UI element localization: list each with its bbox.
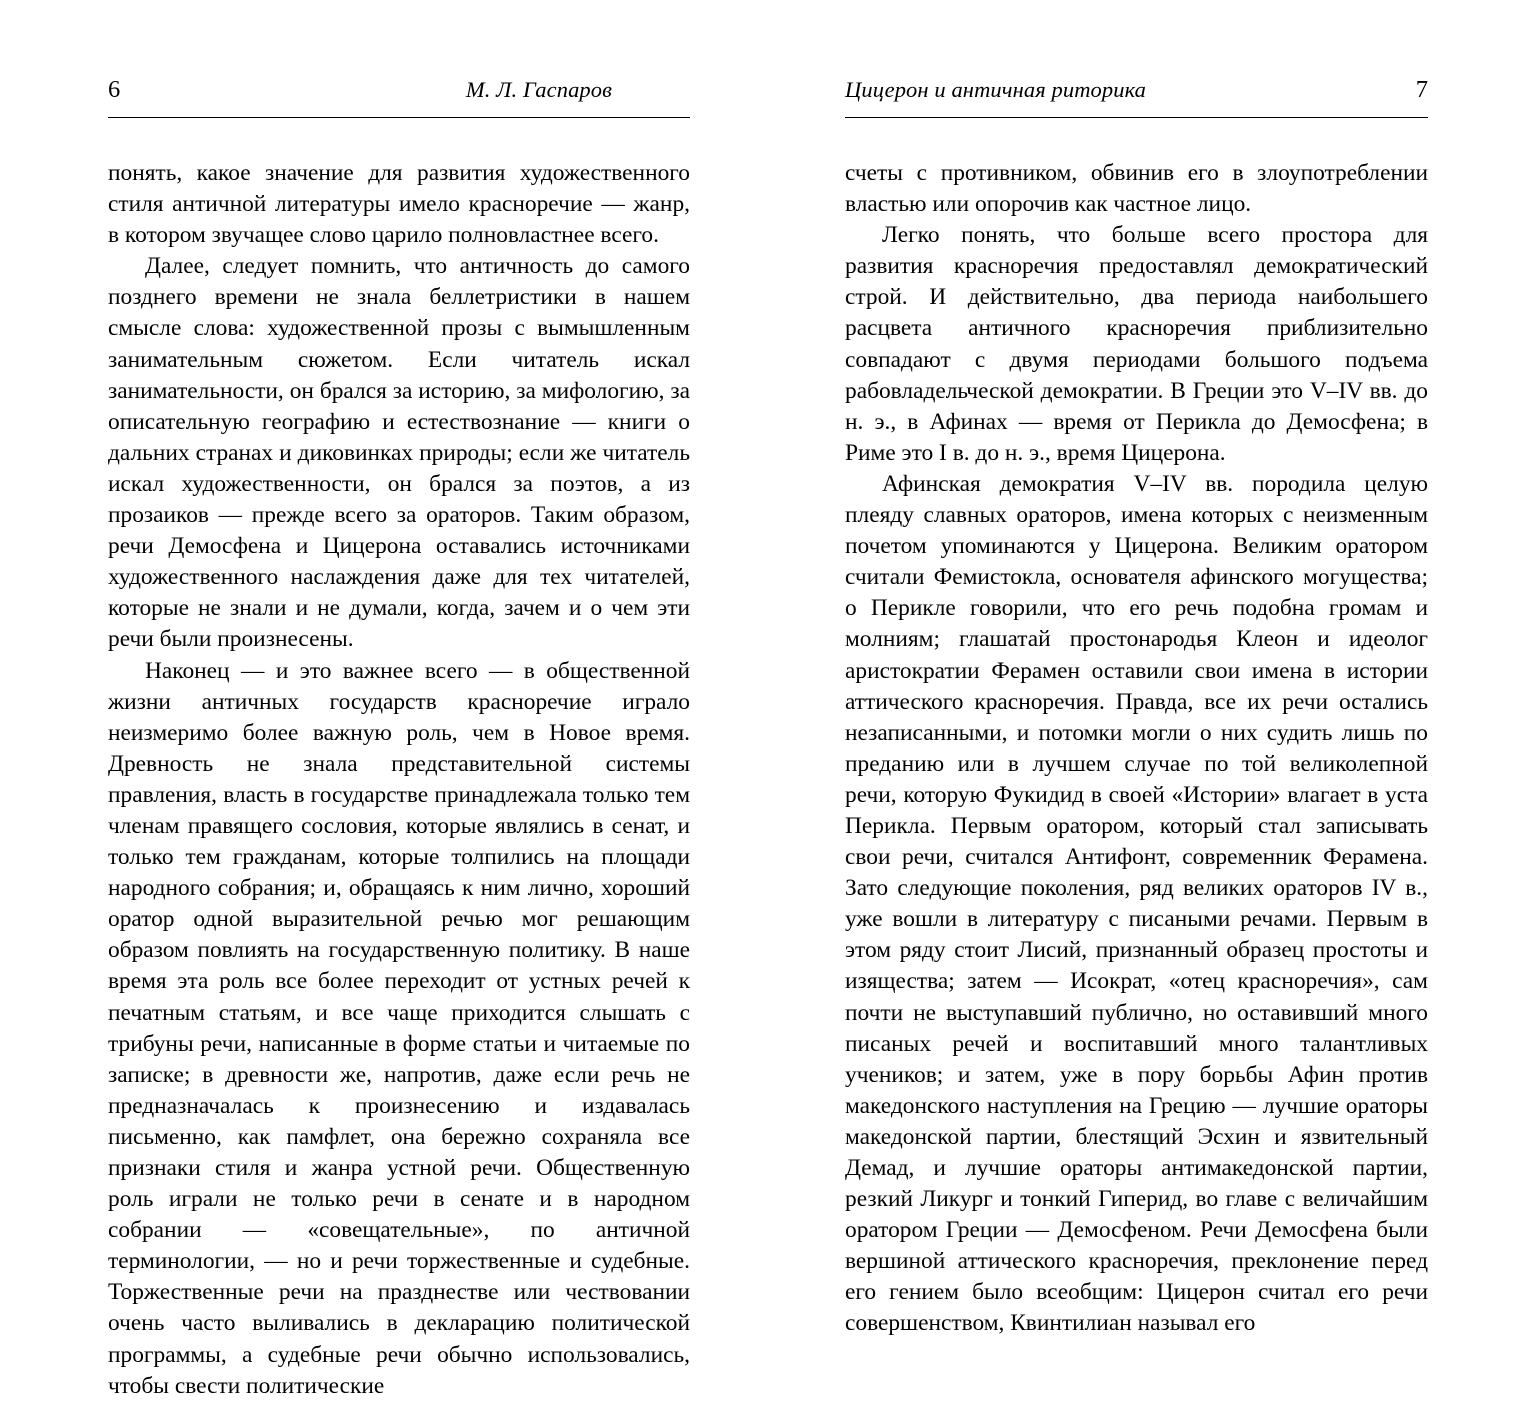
paragraph: понять, какое значение для развития художественного стиля античной литературы имело красноречие — жанр, в котором звучащее слово царило полновластнее всего. <box>108 160 690 249</box>
page-number-left: 6 <box>108 76 121 103</box>
page-number-right: 7 <box>1415 76 1428 103</box>
paragraph: Афинская демократия V–IV вв. породила целую плеяду славных ораторов, имена которых с неизменным почетом упоминаются у Цицерона. Великим оратором считали Фемистокла, основателя афинского могущества; о Перикле говорили, что его речь подобна громам и молниям; глашатай простонародья Клеон и идеолог аристократии Ферамен оставили свои имена в истории аттического красноречия. Правда, все их речи остались незаписанными, и потомки могли о них судить лишь по преданию или в лучшем случае по той великолепной речи, которую Фукидид в своей «Истории» влагает в уста Перикла. Первым оратором, который стал записывать свои речи, считался Антифонт, современник Ферамена. Зато следующие поколения, ряд великих ораторов IV в., уже вошли в литературу с писаными речами. Первым в этом ряду стоит Лисий, признанный образец простоты и изящества; затем — Исократ, «отец красноречия», сам почти не выступавший публично, но оставивший много писаных речей и воспитавший много талантливых учеников; и затем, уже в пору борьбы Афин против македонского наступления на Грецию — лучшие ораторы македонской партии, блестящий Эсхин и язвительный Демад, и лучшие ораторы антимакедонской партии, резкий Ликург и тонкий Гиперид, во главе с величайшим оратором Греции — Демосфеном. Речи Демосфена были вершиной аттического красноречия, преклонение перед его гением было всеобщим: Цицерон считал его речи совершенством, Квинтилиан называл его <box>845 470 1428 1337</box>
running-head-right <box>845 78 1428 118</box>
page-left <box>0 0 768 1399</box>
page-right <box>768 0 1536 1337</box>
running-head-left <box>108 78 690 118</box>
paragraph: счеты с противником, обвинив его в злоупотреблении властью или опорочив как частное лицо. <box>845 160 1428 218</box>
paragraph: Наконец — и это важнее всего — в общественной жизни античных государств красноречие играло неизмеримо более важную роль, чем в Новое время. Древность не знала представительной системы правления, власть в государстве принадлежала только тем членам правящего сословия, которые являлись в сенат, и только тем гражданам, которые толпились на площади народного собрания; и, обращаясь к ним лично, хороший оратор одной выразительной речью мог решающим образом повлиять на государственную политику. В наше время эта роль все более переходит от устных речей к печатным статьям, и все чаще приходится слышать с трибуны речи, написанные в форме статьи и читаемые по записке; в древности же, напротив, даже если речь не предназначалась к произнесению и издавалась письменно, как памфлет, она бережно сохраняла все признаки стиля и жанра устной речи. Общественную роль играли не только речи в сенате и в народном собрании — «совещательные», по античной терминологии, — но и речи торжественные и судебные. Торжественные речи на празднестве или чествовании очень часто выливались в декларацию политической программы, а судебные речи обычно использовались, чтобы свести политические <box>108 657 690 1399</box>
paragraph: Далее, следует помнить, что античность до самого позднего времени не знала беллетристики в нашем смысле слова: художественной прозы с вымышленным занимательным сюжетом. Если читатель искал занимательности, он брался за историю, за мифологию, за описательную географию и естествознание — книги о дальних странах и диковинках природы; если же читатель искал художественности, он брался за поэтов, а из прозаиков — прежде всего за ораторов. Таким образом, речи Демосфена и Цицерона оставались источниками художественного наслаждения даже для тех читателей, которые не знали и не думали, когда, зачем и о чем эти речи были произнесены. <box>108 253 690 653</box>
running-head-title: Цицерон и античная риторика <box>845 77 1147 102</box>
body-text-left <box>108 158 690 1402</box>
running-head-author: М. Л. Гаспаров <box>465 77 612 102</box>
paragraph: Легко понять, что больше всего простора для развития красноречия предоставлял демократический строй. И действительно, два периода наибольшего расцвета античного красноречия приблизительно совпадают с двумя периодами большого подъема рабовладельческой демократии. В Греции это V–IV вв. до н. э., в Афинах — время от Перикла до Демосфена; в Риме это I в. до н. э., время Цицерона. <box>845 222 1428 466</box>
body-text-right <box>845 158 1428 1340</box>
